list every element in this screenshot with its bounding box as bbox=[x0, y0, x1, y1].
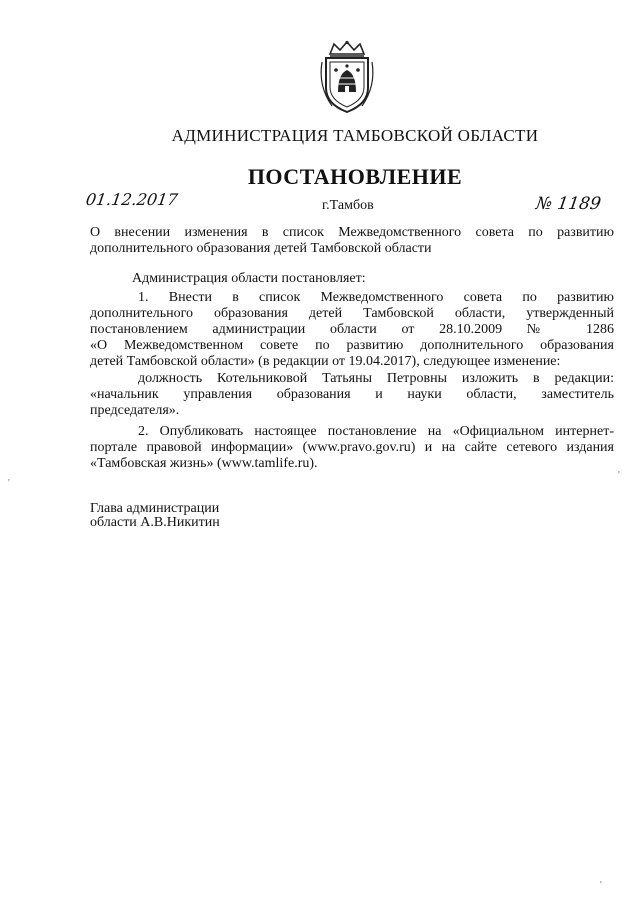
paragraph-line: должность Котельниковой Татьяны Петровны изложить в редакции: bbox=[138, 371, 614, 386]
signature-position: Глава администрации bbox=[90, 501, 220, 516]
paragraph-item-1 bbox=[90, 290, 614, 370]
tambov-coat-of-arms-icon bbox=[316, 40, 378, 116]
scan-speck: ' bbox=[600, 880, 602, 891]
signature-name: области А.В.Никитин bbox=[90, 515, 220, 530]
preamble-text: Администрация области постановляет: bbox=[132, 271, 366, 286]
subject-line: О внесении изменения в список Межведомственного совета по развитию bbox=[90, 225, 614, 240]
paragraph-line: портале правовой информации» (www.pravo.gov.ru) и на сайте сетевого издания bbox=[90, 440, 614, 455]
handwritten-date: 01.12.2017 bbox=[84, 190, 179, 209]
paragraph-line: «начальник управления образования и науки области, заместитель bbox=[90, 387, 614, 402]
document-type-title: ПОСТАНОВЛЕНИЕ bbox=[247, 164, 463, 189]
paragraph-item-1-change bbox=[90, 371, 614, 419]
paragraph-item-2 bbox=[90, 424, 614, 472]
scan-speck: ' bbox=[618, 470, 620, 481]
subject-line: дополнительного образования детей Тамбовской области bbox=[90, 241, 432, 256]
paragraph-line: 2. Опубликовать настоящее постановление на «Официальном интернет- bbox=[138, 424, 614, 439]
paragraph-line: «О Межведомственном совете по развитию дополнительного образования bbox=[90, 338, 614, 353]
paragraph-line: «Тамбовская жизнь» (www.tamlife.ru). bbox=[90, 456, 318, 471]
paragraph-line: дополнительного образования детей Тамбовской области, утвержденный bbox=[90, 306, 614, 321]
handwritten-number: № 1189 bbox=[534, 194, 603, 214]
scan-speck: ' bbox=[8, 478, 10, 489]
organization-title: АДМИНИСТРАЦИЯ ТАМБОВСКОЙ ОБЛАСТИ bbox=[171, 126, 539, 145]
city-label: г.Тамбов bbox=[322, 198, 374, 213]
document-subject bbox=[90, 225, 614, 257]
paragraph-line: 1. Внести в список Межведомственного совета по развитию bbox=[138, 290, 614, 305]
paragraph-line: детей Тамбовской области» (в редакции от 19.04.2017), следующее изменение: bbox=[90, 354, 561, 369]
signature-block bbox=[90, 502, 220, 530]
paragraph-line: председателя». bbox=[90, 403, 180, 418]
paragraph-line: постановлением администрации области от 28.10.2009 № 1286 bbox=[90, 322, 614, 337]
